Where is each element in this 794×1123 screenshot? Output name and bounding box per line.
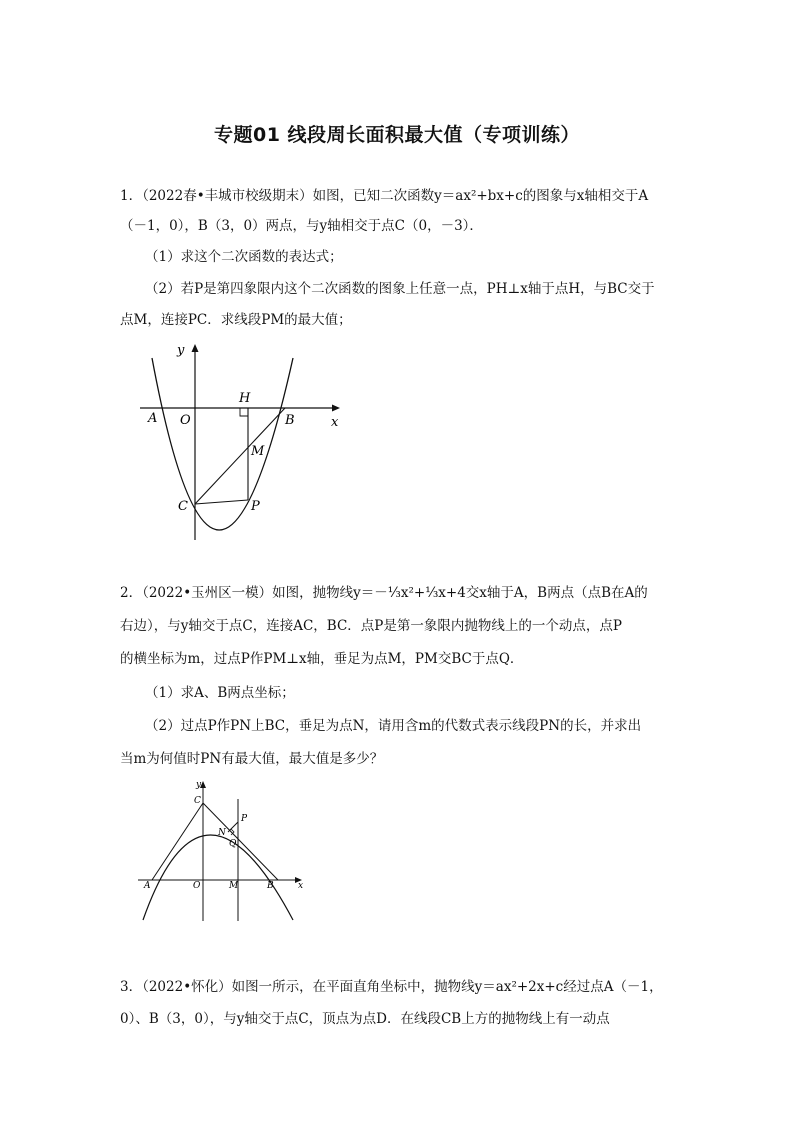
q1-y-arrow <box>192 344 199 352</box>
q1-label-c: C <box>178 499 188 514</box>
q1-part-2: （2）若P是第四象限内这个二次函数的图象上任意一点，PH⊥x轴于点H，与BC交于 <box>145 281 655 297</box>
q1-label-b: B <box>285 413 295 428</box>
q2-parabola <box>143 835 293 920</box>
q2-line-ac <box>152 803 203 880</box>
q2-part-1: （1）求A、B两点坐标； <box>145 685 295 701</box>
q1-line-bc <box>195 408 285 504</box>
q1-label-o: O <box>180 413 191 428</box>
q2-label-o: O <box>193 881 201 891</box>
q2-label-y: y <box>196 780 202 790</box>
q1-label-m: M <box>251 444 265 459</box>
q1-segment-pc <box>195 500 248 504</box>
q1-figure <box>135 340 350 545</box>
q1-line-1: 1．（2022春•丰城市校级期末）如图，已知二次函数y＝ax²+bx+c的图象与x轴相交于A <box>120 188 649 204</box>
q2-label-m: M <box>229 881 239 891</box>
q2-label-c: C <box>194 796 201 806</box>
q1-label-p: P <box>251 499 260 514</box>
q2-label-a: A <box>144 881 151 891</box>
q1-line-2: （－1，0），B（3，0）两点，与y轴相交于点C（0，－3）． <box>120 218 483 234</box>
q1-right-angle <box>240 408 248 416</box>
q1-x-arrow <box>332 405 340 412</box>
q2-label-p: P <box>241 814 248 824</box>
q1-part-1: （1）求这个二次函数的表达式； <box>145 249 343 265</box>
q2-line-2: 右边），与y轴交于点C，连接AC，BC．点P是第一象限内抛物线上的一个动点，点P <box>120 618 622 634</box>
q1-parabola <box>152 358 293 530</box>
q2-label-n: N <box>218 828 226 838</box>
q1-line-5: 点M，连接PC．求线段PM的最大值； <box>120 312 352 328</box>
q2-label-x: x <box>298 881 304 891</box>
q2-label-q: Q <box>229 839 237 849</box>
q1-label-x: x <box>331 415 339 430</box>
q2-figure <box>135 775 310 925</box>
q2-line-6: 当m为何值时PN有最大值，最大值是多少？ <box>120 751 384 767</box>
q3-line-1: 3．（2022•怀化）如图一所示，在平面直角坐标中，抛物线y＝ax²+2x+c经过点A（－1， <box>120 979 663 995</box>
q2-line-3: 的横坐标为m，过点P作PM⊥x轴，垂足为点M，PM交BC于点Q． <box>120 651 524 667</box>
q2-part-2: （2）过点P作PN上BC，垂足为点N，请用含m的代数式表示线段PN的长，并求出 <box>145 718 642 734</box>
q1-label-y: y <box>177 343 185 358</box>
q2-label-b: B <box>267 881 274 891</box>
q2-line-1: 2．（2022•玉州区一模）如图，抛物线y＝－⅓x²+⅓x+4交x轴于A，B两点（点B在A的 <box>120 585 648 601</box>
q1-label-a: A <box>148 411 158 426</box>
q3-line-2: 0）、B（3，0），与y轴交于点C，顶点为点D．在线段CB上方的抛物线上有一动点 <box>120 1011 610 1027</box>
q1-label-h: H <box>239 391 251 406</box>
page-title: 专题01 线段周长面积最大值（专项训练） <box>213 124 581 146</box>
